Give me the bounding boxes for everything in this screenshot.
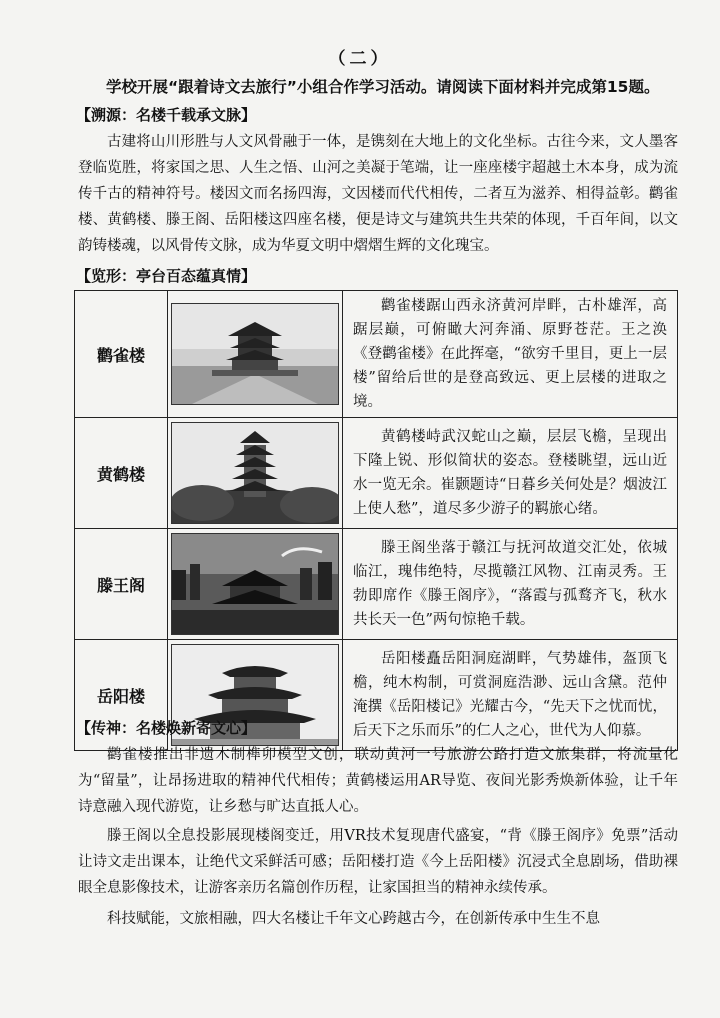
intro-text: 学校开展“跟着诗文去旅行”小组合作学习活动。请阅读下面材料并完成第15题。: [106, 78, 660, 96]
tower-description: 岳阳楼矗岳阳洞庭湖畔，气势雄伟，盔顶飞檐，纯木构制，可赏洞庭浩渺、远山含黛。范仲淹撰《岳阳楼记》光耀古今，“先天下之忧而忧，后天下之乐而乐”的仁人之心，世代为人仰慕。: [343, 640, 678, 751]
tower-description: 滕王阁坐落于赣江与抚河故道交汇处，依城临江，瑰伟绝特，尽揽赣江风物、江南灵秀。王勃即席作《滕王阁序》，“落霞与孤鹜齐飞，秋水共长天一色”两句惊艳千载。: [343, 529, 678, 640]
towers-table: [74, 290, 678, 751]
tengwang-pavilion-image: [171, 533, 339, 635]
tower-name: 滕王阁: [75, 529, 168, 640]
part3-paragraph-2: 滕王阁以全息投影展现楼阁变迁，用VR技术复现唐代盛宴，“背《滕王阁序》免票”活动让诗文走出课本，让绝代文采鲜活可感；岳阳楼打造《今上岳阳楼》沉浸式全息剧场，借助裸眼全息影像技术，让游客亲历名篇创作历程，让家国担当的精神永续传承。: [78, 828, 678, 896]
part3-paragraph-3: 科技赋能，文旅相融，四大名楼让千年文心跨越古今，在创新传承中生生不息: [107, 911, 600, 927]
tower-name: 黄鹤楼: [75, 418, 168, 529]
part1-heading: 【溯源：名楼千载承文脉】: [76, 106, 257, 124]
tower-name: 鹳雀楼: [75, 291, 168, 418]
tower-description: 鹳雀楼踞山西永济黄河岸畔，古朴雄浑，高踞层巅，可俯瞰大河奔涌、原野苍茫。王之涣《登鹳雀楼》在此挥毫，“欲穷千里目，更上一层楼”留给后世的是登高致远、更上层楼的进取之境。: [343, 291, 678, 418]
table-row: [75, 529, 678, 640]
tower-description: 黄鹤楼峙武汉蛇山之巅，层层飞檐，呈现出下隆上锐、形似简状的姿态。登楼眺望，远山近水一览无余。崔颢题诗“日暮乡关何处是？烟波江上使人愁”，道尽多少游子的羁旅心绪。: [343, 418, 678, 529]
table-row: [75, 418, 678, 529]
tower-name: 岳阳楼: [75, 640, 168, 751]
part2-heading: 【览形：亭台百态蕴真情】: [76, 267, 257, 285]
part1-text: 古建将山川形胜与人文风骨融于一体，是镌刻在大地上的文化坐标。古往今来，文人墨客登临览胜，将家国之思、人生之悟、山河之美凝于笔端，让一座座楼宇超越土木本身，成为流传千古的精神符号。楼因文而名扬四海，文因楼而代代相传，二者互为滋养、相得益彰。鹳雀楼、黄鹤楼、滕王阁、岳阳楼这四座名楼，便是诗文与建筑共生共荣的体现，千百年间，以文韵铸楼魂，以风骨传文脉，成为华夏文明中熠熠生辉的文化瑰宝。: [78, 134, 678, 254]
section-title: （二）: [328, 49, 392, 69]
table-row: [75, 291, 678, 418]
part3-heading: 【传神：名楼焕新寄文心】: [76, 719, 257, 737]
yellow-crane-tower-image: [171, 422, 339, 524]
guanque-tower-image: [171, 303, 339, 405]
part3-paragraph-1: 鹳雀楼推出非遗木制榫卯模型文创，联动黄河一号旅游公路打造文旅集群，将流量化为“留量”，让昂扬进取的精神代代相传；黄鹤楼运用AR导览、夜间光影秀焕新体验，让千年诗意融入现代游览，让乡愁与旷达直抵人心。: [78, 747, 678, 815]
